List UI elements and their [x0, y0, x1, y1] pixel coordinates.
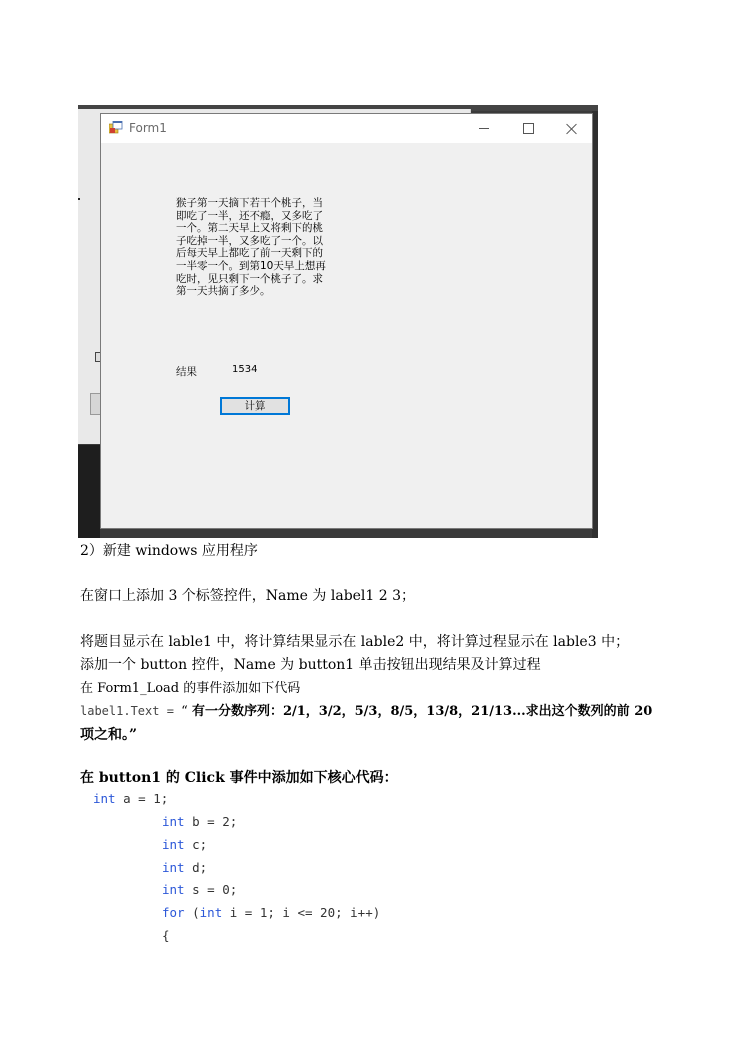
code-keyword: int [162, 860, 185, 875]
code-keyword: int [162, 814, 185, 829]
button-click-heading: 在 button1 的 Click 事件中添加如下核心代码： [80, 770, 398, 786]
code-keyword: int [93, 791, 116, 806]
figure-caption: 2）新建 windows 应用程序 [80, 543, 258, 559]
open-quote: “ [181, 704, 192, 719]
title-bar[interactable] [101, 114, 592, 143]
sequence-problem-text: 有一分数序列：2/1，3/2，5/3，8/5，13/8，21/13...求出这个数列的前 20 [191, 704, 653, 719]
label-text-code [80, 700, 652, 719]
code-line [162, 860, 207, 875]
code-text: s = 0; [184, 882, 238, 897]
instruction-button: 添加一个 button 控件，Name 为 button1 单击按钮出现结果及计算过程 [80, 657, 541, 673]
sequence-problem-continuation: 项之和。” [80, 727, 138, 743]
close-button[interactable] [550, 114, 594, 143]
background-mark [78, 198, 80, 200]
window-title: Form1 [129, 121, 167, 135]
code-line [162, 814, 237, 829]
form-app-icon [109, 121, 123, 135]
form-screenshot [78, 105, 598, 538]
code-text: c; [184, 837, 208, 852]
close-icon [566, 123, 578, 135]
code-line [162, 928, 170, 943]
code-line [93, 791, 168, 806]
background-dark-panel [78, 445, 100, 538]
maximize-button[interactable] [506, 114, 550, 143]
code-line [162, 882, 237, 897]
code-line [162, 905, 380, 920]
minimize-icon [479, 128, 489, 129]
instruction-form-load: 在 Form1_Load 的事件添加如下代码 [80, 681, 301, 696]
code-brace: { [162, 928, 170, 943]
code-text: ( [184, 905, 200, 920]
problem-label: 猴子第一天摘下若干个桃子，当即吃了一半，还不瘾，又多吃了一个。第二天早上又将剩下的桃子吃掉一半，又多吃了一个。以后每天早上都吃了前一天剩下的一半零一个。到第10天早上想再吃时，见只剩下一个桃子了。求第一天共摘了多少。 [176, 197, 326, 298]
code-keyword: int [199, 905, 223, 920]
calculate-button[interactable]: 计算 [220, 397, 290, 415]
code-text: i = 1; i <= 20; i++) [222, 905, 381, 920]
code-keyword: for [162, 905, 185, 920]
instruction-display: 将题目显示在 lable1 中，将计算结果显示在 lable2 中，将计算过程显示在 lable3 中； [80, 634, 630, 650]
code-text: d; [184, 860, 208, 875]
result-label: 结果 [176, 366, 197, 378]
code-text: a = 1; [115, 791, 169, 806]
code-keyword: int [162, 882, 185, 897]
minimize-button[interactable] [462, 114, 506, 143]
form1-window [100, 113, 593, 529]
label-text-assignment: label1.Text = [80, 704, 182, 718]
maximize-icon [523, 123, 534, 134]
code-keyword: int [162, 837, 185, 852]
code-text: b = 2; [184, 814, 238, 829]
code-line [162, 837, 207, 852]
result-value: 1534 [232, 364, 258, 375]
instruction-labels: 在窗口上添加 3 个标签控件，Name 为 label1 2 3； [80, 588, 416, 604]
